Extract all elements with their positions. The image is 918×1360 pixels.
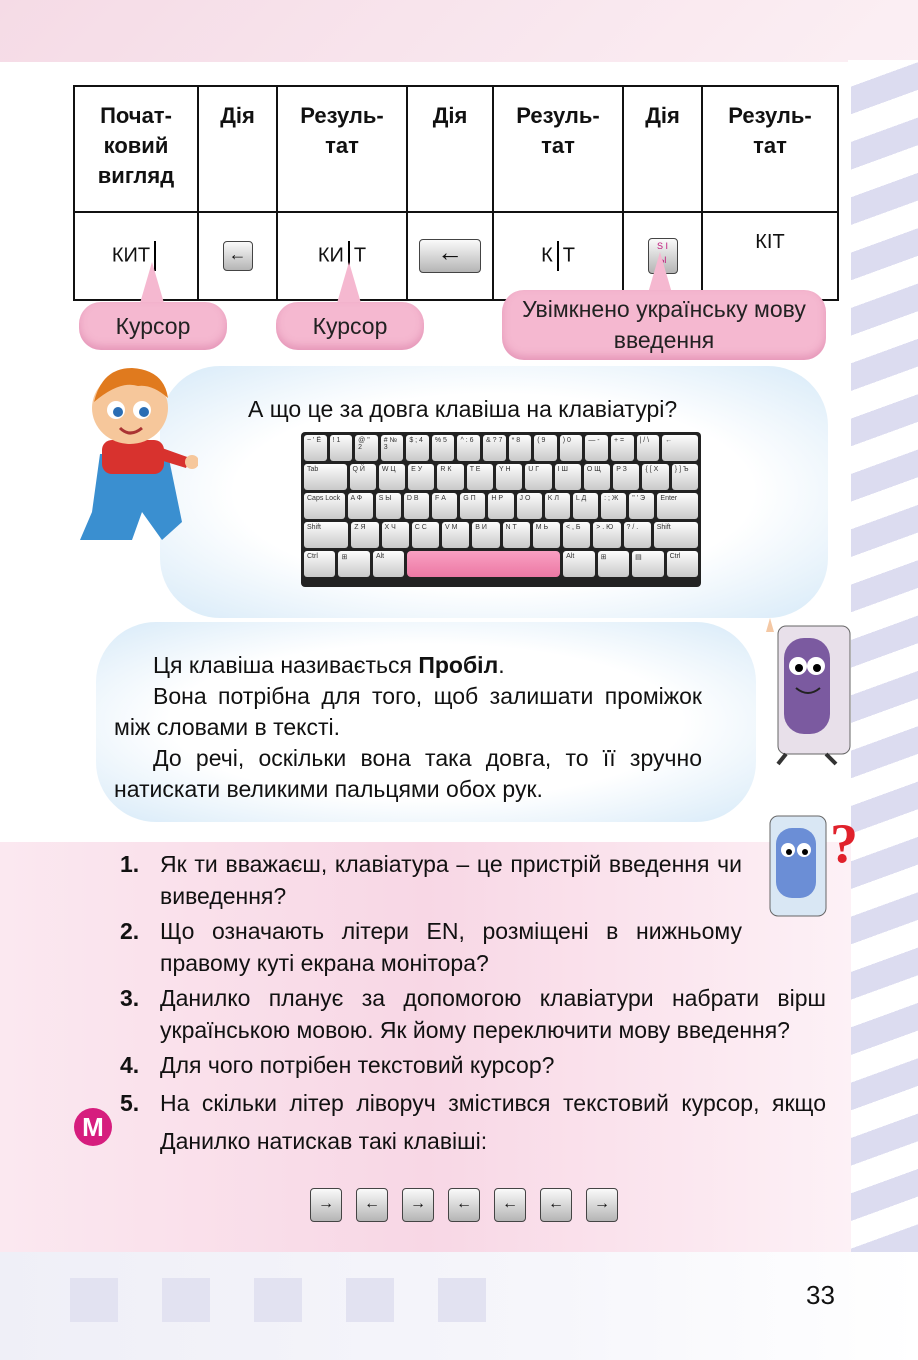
answer-text: .	[498, 652, 505, 678]
boy-illustration	[72, 362, 198, 542]
keyboard-key: ⊞	[598, 551, 629, 577]
list-item	[120, 982, 826, 1046]
keyboard-key: " ' Э	[629, 493, 654, 519]
keyboard-key: Ctrl	[304, 551, 335, 577]
keyboard-key: ←	[662, 435, 698, 461]
result-right-text: Т	[562, 244, 575, 267]
keyboard-key: ? / .	[624, 522, 651, 548]
keyboard-row	[304, 551, 698, 577]
keyboard-row	[304, 464, 698, 490]
question-number: 3.	[120, 985, 140, 1011]
header-label: Дія	[220, 103, 255, 128]
computer-character-illustration	[756, 618, 862, 766]
key-top-label: S І	[656, 241, 668, 251]
answer-line-1	[153, 650, 505, 681]
question-number: 4.	[120, 1052, 140, 1078]
keyboard-key: F А	[432, 493, 457, 519]
question-number: 5.	[120, 1090, 140, 1116]
question-text: А що це за довга клавіша на клавіатурі?	[248, 396, 678, 422]
arrow-key: ←	[540, 1188, 572, 1222]
arrow-key: →	[586, 1188, 618, 1222]
keyboard-key: I Ш	[555, 464, 581, 490]
answer-paragraph-3: До речі, оскільки вона така довга, то її зручно натискати великими пальцями обох рук.	[114, 745, 702, 802]
header-cell	[407, 86, 493, 212]
keyboard-key: { [ Х	[642, 464, 668, 490]
question-number: 1.	[120, 851, 140, 877]
space-key-term: Пробіл	[418, 652, 499, 678]
result-cell	[493, 212, 623, 300]
keyboard-key: M Ь	[533, 522, 560, 548]
header-label: Почат- ковий вигляд	[97, 103, 175, 188]
keyboard-key: H Р	[488, 493, 513, 519]
left-arrow-key: ←	[223, 241, 253, 271]
ukrainian-input-callout: Увімкнено українську мову введення	[502, 290, 826, 360]
list-item	[120, 1049, 826, 1081]
keyboard-row	[304, 435, 698, 461]
initial-cell	[74, 212, 198, 300]
question-number: 2.	[120, 918, 140, 944]
keyboard-key: $ ; 4	[406, 435, 429, 461]
arrow-key: →	[402, 1188, 434, 1222]
keyboard-key: Alt	[563, 551, 594, 577]
arrow-key: ←	[494, 1188, 526, 1222]
keyboard-key: # № 3	[381, 435, 404, 461]
footer-square	[70, 1278, 118, 1322]
keyboard-key: Z Я	[351, 522, 378, 548]
keyboard-key: W Ц	[379, 464, 405, 490]
keyboard-key: R К	[437, 464, 463, 490]
page-number: 33	[806, 1280, 835, 1310]
keyboard-key: P З	[613, 464, 639, 490]
action-cell	[407, 212, 493, 300]
action-cell	[198, 212, 277, 300]
arrow-key: ←	[356, 1188, 388, 1222]
answer-paragraph-2: Вона потрібна для того, щоб залишати проміжок між словами в тексті.	[114, 683, 702, 740]
table-row	[74, 212, 838, 300]
keyboard-key: ! 1	[330, 435, 353, 461]
keyboard-key: * 8	[509, 435, 532, 461]
result-text: КІТ	[755, 231, 785, 253]
list-item	[120, 915, 742, 979]
keyboard-key: : ; Ж	[601, 493, 626, 519]
keyboard-row	[304, 522, 698, 548]
cursor-callout-1: Курсор	[79, 302, 227, 350]
keyboard-key: ) 0	[560, 435, 583, 461]
keyboard-key: V М	[442, 522, 469, 548]
keyboard-key: & ? 7	[483, 435, 506, 461]
keyboard-key: < , Б	[563, 522, 590, 548]
arrow-key: ←	[448, 1188, 480, 1222]
keyboard-key: T Е	[467, 464, 493, 490]
keyboard-key: @ " 2	[355, 435, 378, 461]
m-badge: М	[74, 1108, 112, 1146]
keyboard-key: J О	[517, 493, 542, 519]
header-cell	[74, 86, 198, 212]
keyboard-key: | / \	[637, 435, 660, 461]
keyboard-key: ~ ' Ё	[304, 435, 327, 461]
keyboard-key: Tab	[304, 464, 347, 490]
text-kit: КИТ	[111, 244, 151, 267]
keyboard-illustration	[301, 432, 701, 587]
keyboard-key: Q Й	[350, 464, 376, 490]
result-left-text: К	[541, 244, 553, 267]
footer-square	[162, 1278, 210, 1322]
keyboard-key: ▤	[632, 551, 663, 577]
question-text: Що означають літери EN, розміщені в нижньому правому куті екрана монітора?	[160, 918, 742, 976]
keyboard-key: ⊞	[338, 551, 369, 577]
keyboard-key: D В	[404, 493, 429, 519]
answer-text: Ця клавіша називається	[153, 652, 419, 678]
question-text: На скільки літер ліворуч змістився текстовий курсор, якщо Данилко натискав такі клавіші:	[160, 1090, 826, 1154]
arrow-key: →	[310, 1188, 342, 1222]
keyboard-key: N Т	[503, 522, 530, 548]
keyboard-key: > . Ю	[593, 522, 620, 548]
keyboard-key: L Д	[573, 493, 598, 519]
cursor-table	[73, 85, 839, 301]
question-text: Як ти вважаєш, клавіатура – це пристрій введення чи виведення?	[160, 851, 742, 909]
keyboard-key: C С	[412, 522, 439, 548]
cursor-callout-2: Курсор	[276, 302, 424, 350]
question-text: Данилко планує за допомогою клавіатури набрати вірш українською мовою. Як йому переключити мову введення?	[160, 985, 826, 1043]
keyboard-key: Alt	[373, 551, 404, 577]
header-label: Дія	[432, 103, 468, 128]
keyboard-key: G П	[460, 493, 485, 519]
text-cursor	[557, 241, 559, 271]
keyboard-key: B И	[472, 522, 499, 548]
header-cell	[198, 86, 277, 212]
result-cell	[702, 212, 838, 300]
keyboard-key: ( 9	[534, 435, 557, 461]
keyboard-key: E У	[408, 464, 434, 490]
keyboard-key: + =	[611, 435, 634, 461]
question-list	[120, 848, 826, 1163]
keyboard-key: K Л	[545, 493, 570, 519]
question-text: Для чого потрібен текстовий курсор?	[160, 1052, 555, 1078]
keyboard-key: ^ : 6	[457, 435, 480, 461]
table-header-row	[74, 86, 838, 212]
keyboard-key: S Ы	[376, 493, 401, 519]
footer-square	[438, 1278, 486, 1322]
keyboard-key: } ] Ъ	[672, 464, 698, 490]
list-item	[120, 848, 742, 912]
header-cell	[702, 86, 838, 212]
keyboard-key: % 5	[432, 435, 455, 461]
arrow-key-sequence	[310, 1188, 618, 1222]
keyboard-key: U Г	[525, 464, 551, 490]
list-item	[120, 1084, 826, 1160]
keyboard-key: Y Н	[496, 464, 522, 490]
keyboard-key: X Ч	[382, 522, 409, 548]
svg-text:?: ?	[830, 813, 858, 875]
keyboard-key: Ctrl	[667, 551, 698, 577]
keyboard-key: Caps Lock	[304, 493, 345, 519]
keyboard-key: O Щ	[584, 464, 610, 490]
header-cell	[623, 86, 702, 212]
backspace-key: ←	[419, 239, 481, 273]
result-right-text: Т	[353, 244, 367, 267]
header-cell	[493, 86, 623, 212]
keyboard-key: A Ф	[348, 493, 373, 519]
footer-square	[254, 1278, 302, 1322]
keyboard-key: Shift	[304, 522, 348, 548]
keyboard-row	[304, 493, 698, 519]
header-cell	[277, 86, 407, 212]
keyboard-key: Shift	[654, 522, 698, 548]
key-bottom-label: Ы	[658, 255, 667, 265]
header-label: Резуль- тат	[516, 103, 600, 158]
header-label: Резуль- тат	[300, 103, 384, 158]
keyboard-key: Enter	[657, 493, 698, 519]
footer-square	[346, 1278, 394, 1322]
result-left-text: КИ	[317, 244, 344, 267]
header-label: Дія	[645, 103, 680, 128]
keyboard-key: — -	[585, 435, 608, 461]
header-label: Резуль- тат	[728, 103, 812, 158]
space-key	[407, 551, 560, 577]
